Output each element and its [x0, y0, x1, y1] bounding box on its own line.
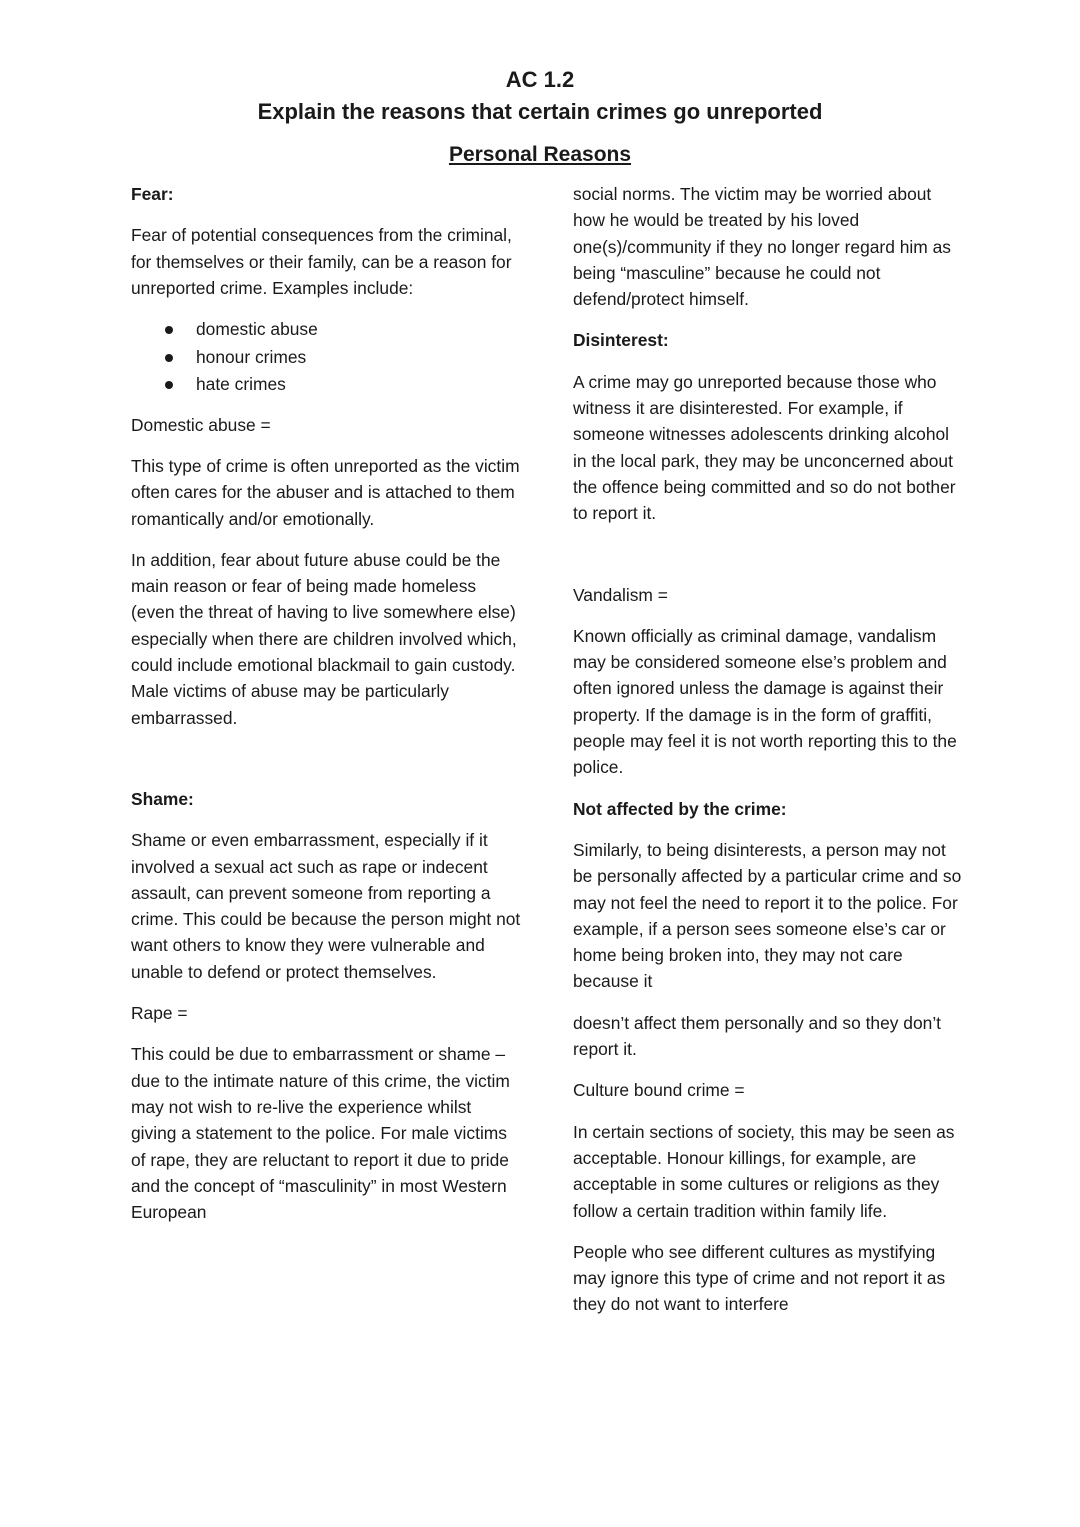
- culture-bound-label: Culture bound crime =: [573, 1080, 745, 1101]
- shame-heading: Shame:: [131, 788, 194, 809]
- bullet-icon: [165, 354, 173, 362]
- right-column: [573, 181, 963, 1318]
- list-item: hate crimes: [165, 371, 521, 399]
- disinterest-heading: Disinterest:: [573, 330, 669, 351]
- doc-title: Explain the reasons that certain crimes go unreported: [257, 99, 823, 124]
- culture-bound-paragraph-1: In certain sections of society, this may be seen as acceptable. Honour killings, for example, are acceptable in some cultures or religions as they follow a certain tradition within family life.: [573, 1121, 955, 1221]
- domestic-abuse-paragraph-2: In addition, fear about future abuse could be the main reason or fear of being made homeless (even the threat of having to live somewhere else) especially when there are children involved which, could include emotional blackmail to gain custody. Male victims of abuse may be particularly embarrassed.: [131, 549, 517, 728]
- list-item: domestic abuse: [165, 316, 521, 344]
- section-heading: Personal Reasons: [448, 143, 632, 166]
- vandalism-label: Vandalism =: [573, 584, 668, 605]
- not-affected-heading: Not affected by the crime:: [573, 798, 787, 819]
- domestic-abuse-label: Domestic abuse =: [131, 414, 271, 435]
- not-affected-paragraph-2: doesn’t affect them personally and so they don’t report it.: [573, 1012, 942, 1060]
- rape-label: Rape =: [131, 1003, 188, 1024]
- shame-paragraph: Shame or even embarrassment, especially if it involved a sexual act such as rape or indecent assault, can prevent someone from reporting a crime. This could be because the person might not want others to know they were vulnerable and unable to defend or protect themselves.: [131, 830, 521, 982]
- fear-paragraph: Fear of potential consequences from the criminal, for themselves or their family, can be a reason for unreported crime. Examples include:: [131, 225, 512, 298]
- domestic-abuse-paragraph-1: This type of crime is often unreported as the victim often cares for the abuser and is attached to them romantically and/or emotionally.: [131, 455, 520, 529]
- page-header: [0, 64, 1080, 170]
- vandalism-paragraph: Known officially as criminal damage, vandalism may be considered someone else’s problem and often ignored unless the damage is against their property. If the damage is in the form of graffiti, people may feel it is not worth reporting this to the police.: [573, 625, 957, 778]
- list-item: honour crimes: [165, 344, 521, 372]
- not-affected-paragraph-1: Similarly, to being disinterests, a person may not be personally affected by a particular crime and so may not feel the need to report it to the police. For example, if a person sees someone else’s car or home being broken into, they may not care because it: [573, 839, 962, 992]
- culture-bound-paragraph-2: People who see different cultures as mystifying may ignore this type of crime and not report it as they do not want to interfere: [573, 1241, 946, 1315]
- continuation-paragraph: social norms. The victim may be worried about how he would be treated by his loved one(s)/community if they no longer regard him as being “masculine” because he could not defend/protect himself.: [573, 184, 951, 310]
- rape-paragraph: This could be due to embarrassment or shame – due to the intimate nature of this crime, the victim may not wish to re-live the experience whilst giving a statement to the police. For male victims of rape, they are reluctant to report it due to pride and the concept of “masculinity” in most Western European: [131, 1044, 510, 1223]
- bullet-icon: [165, 326, 173, 334]
- doc-code: AC 1.2: [505, 67, 575, 92]
- fear-examples-list: [131, 316, 521, 399]
- left-column: [131, 181, 521, 1225]
- disinterest-paragraph: A crime may go unreported because those who witness it are disinterested. For example, if someone witnesses adolescents drinking alcohol in the local park, they may be unconcerned about the offence being committed and so do not bother to report it.: [573, 371, 956, 524]
- bullet-icon: [165, 381, 173, 389]
- fear-heading: Fear:: [131, 184, 174, 204]
